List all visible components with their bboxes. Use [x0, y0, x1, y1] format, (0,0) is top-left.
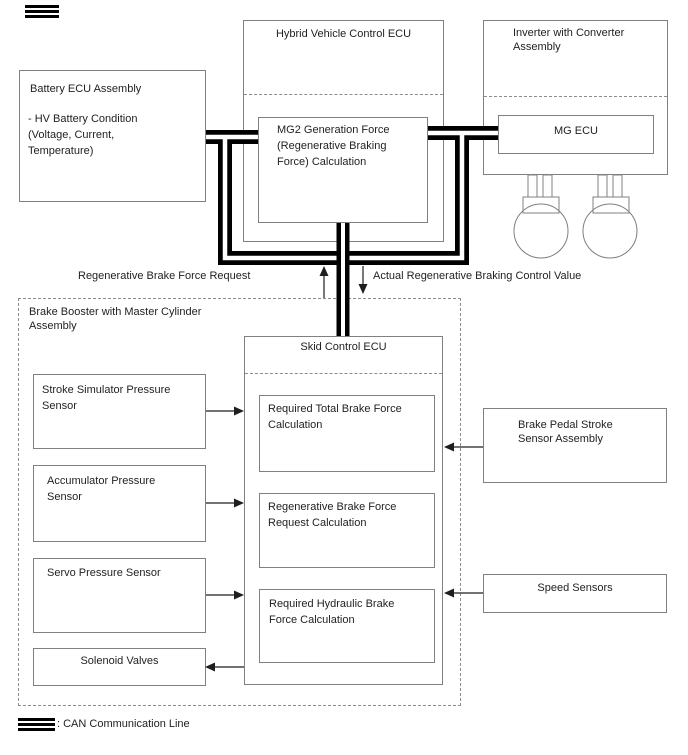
- can-symbol-bar: [18, 728, 55, 731]
- calc-regen-line-2: Request Calculation: [268, 517, 367, 529]
- arrow-actual-value-down: [359, 266, 368, 294]
- actual-value-label: Actual Regenerative Braking Control Value: [373, 270, 582, 282]
- hvc-title: Hybrid Vehicle Control ECU: [275, 28, 412, 40]
- mg1-wires: [528, 175, 552, 197]
- battery-line-1: - HV Battery Condition: [28, 113, 138, 125]
- can-symbol-bar: [25, 5, 59, 8]
- arrow-stroke-simulator-to-skid: [206, 407, 244, 416]
- can-symbol-bar: [25, 15, 59, 18]
- calc-total-line-1: Required Total Brake Force: [268, 403, 402, 415]
- brake-booster-line-2: Assembly: [29, 320, 77, 332]
- legend-text: : CAN Communication Line: [57, 718, 190, 730]
- can-symbol-bar: [18, 718, 55, 721]
- arrow-accumulator-to-skid: [206, 499, 244, 508]
- inverter-title-line-1: Inverter with Converter: [513, 27, 625, 39]
- calc-hydraulic-line-2: Force Calculation: [269, 614, 355, 626]
- mg1-circle: [514, 204, 568, 258]
- calc-regen-line-1: Regenerative Brake Force: [268, 501, 397, 513]
- brake-pedal-line-2: Sensor Assembly: [518, 433, 603, 445]
- mg2-calc-line-1: MG2 Generation Force: [277, 124, 390, 136]
- mg2-calc-line-2: (Regenerative Braking: [277, 140, 387, 152]
- regen-request-label: Regenerative Brake Force Request: [78, 270, 251, 282]
- can-symbol-bar: [18, 723, 55, 726]
- battery-line-2: (Voltage, Current,: [28, 129, 115, 141]
- can-line-symbol-legend: [18, 718, 55, 731]
- stroke-sim-line-2: Sensor: [42, 400, 77, 412]
- arrow-speed-sensors-to-skid: [444, 589, 483, 598]
- brake-pedal-line-1: Brake Pedal Stroke: [518, 419, 613, 431]
- arrow-servo-to-skid: [206, 591, 244, 600]
- arrow-brake-pedal-to-skid: [444, 443, 483, 452]
- solenoid-valves-label: Solenoid Valves: [80, 655, 159, 667]
- calc-hydraulic-line-1: Required Hydraulic Brake: [269, 598, 395, 610]
- servo-sensor-label: Servo Pressure Sensor: [47, 567, 161, 579]
- can-symbol-bar: [25, 10, 59, 13]
- mg-ecu-label: MG ECU: [554, 125, 598, 137]
- arrow-regen-request-up: [320, 266, 329, 298]
- brake-booster-line-1: Brake Booster with Master Cylinder: [29, 306, 202, 318]
- inverter-title-line-2: Assembly: [513, 41, 561, 53]
- battery-line-3: Temperature): [28, 145, 94, 157]
- battery-ecu-title: Battery ECU Assembly: [30, 83, 142, 95]
- mg2-calc-line-3: Force) Calculation: [277, 156, 367, 168]
- mg2-wires: [598, 175, 622, 197]
- skid-title: Skid Control ECU: [300, 341, 387, 353]
- accumulator-line-1: Accumulator Pressure: [47, 475, 156, 487]
- calc-total-line-2: Calculation: [268, 419, 323, 431]
- stroke-sim-line-1: Stroke Simulator Pressure: [42, 384, 171, 396]
- speed-sensors-label: Speed Sensors: [537, 582, 613, 594]
- can-line-symbol-top: [25, 5, 59, 18]
- arrow-skid-to-solenoid: [205, 663, 244, 672]
- accumulator-line-2: Sensor: [47, 491, 82, 503]
